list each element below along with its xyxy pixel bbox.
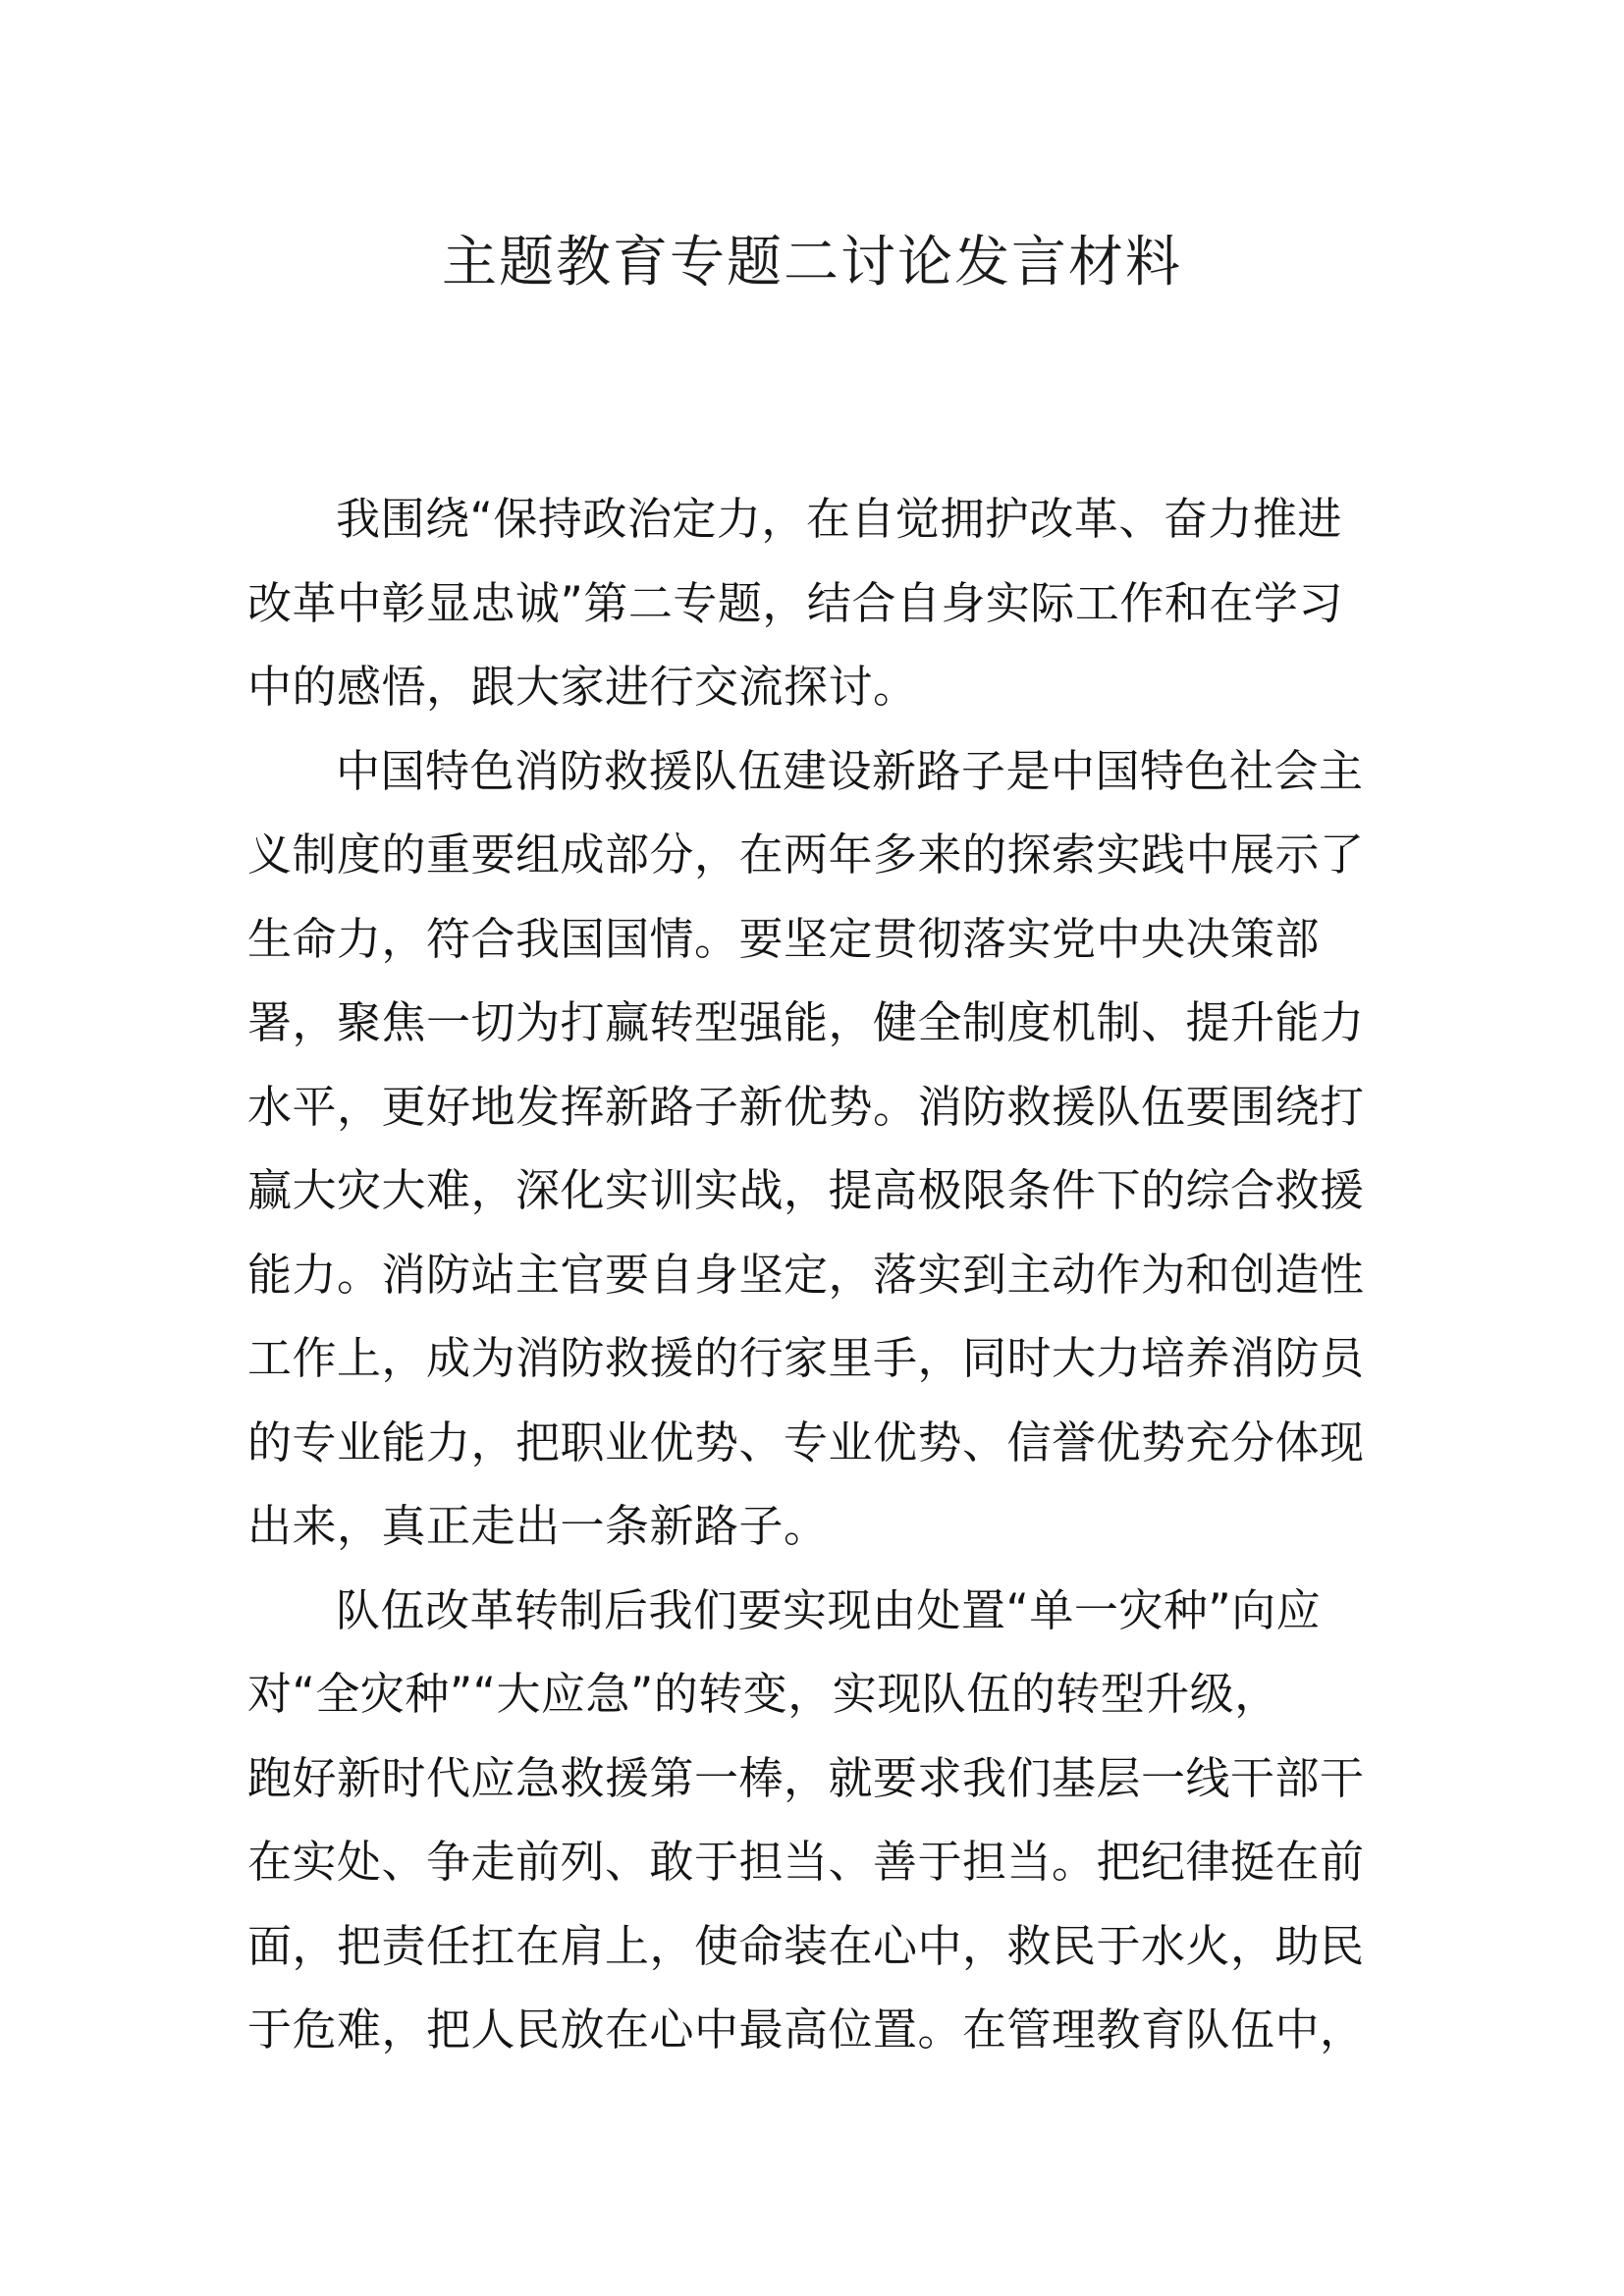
paragraph-1 xyxy=(247,477,1406,729)
text-line: 生命力，符合我国国情。要坚定贯彻落实党中央决策部 xyxy=(247,912,1321,965)
text-line: 面，把责任扛在肩上，使命装在心中，救民于水火，助民 xyxy=(247,1919,1365,1972)
text-line: 于危难，把人民放在心中最高位置。在管理教育队伍中， xyxy=(247,2003,1365,2056)
text-line: 对“全灾种”“大应急”的转变，实现队伍的转型升级， xyxy=(247,1668,1279,1720)
document-title: 主题教育专题二讨论发言材料 xyxy=(442,231,1182,294)
text-line: 我围绕“保持政治定力，在自觉拥护改革、奋力推进 xyxy=(336,493,1342,545)
text-line: 的专业能力，把职业优势、专业优势、信誉优势充分体现 xyxy=(247,1415,1365,1468)
text-line: 中国特色消防救援队伍建设新路子是中国特色社会主 xyxy=(336,744,1364,797)
text-line: 义制度的重要组成部分，在两年多来的探索实践中展示了 xyxy=(247,828,1365,881)
paragraph-3 xyxy=(247,1569,1406,2072)
text-line: 出来，真正走出一条新路子。 xyxy=(247,1500,829,1552)
text-line: 改革中彰显忠诚”第二专题，结合自身实际工作和在学习 xyxy=(247,576,1343,629)
document-body xyxy=(247,477,1406,2072)
paragraph-2 xyxy=(247,729,1406,1569)
text-line: 赢大灾大难，深化实训实战，提高极限条件下的综合救援 xyxy=(247,1164,1365,1216)
text-line: 署，聚焦一切为打赢转型强能，健全制度机制、提升能力 xyxy=(247,996,1365,1048)
text-line: 在实处、争走前列、敢于担当、善于担当。把纪律挺在前 xyxy=(247,1836,1365,1888)
text-line: 水平，更好地发挥新路子新优势。消防救援队伍要围绕打 xyxy=(247,1080,1365,1133)
text-line: 能力。消防站主官要自身坚定，落实到主动作为和创造性 xyxy=(247,1248,1365,1301)
text-line: 工作上，成为消防救援的行家里手，同时大力培养消防员 xyxy=(247,1332,1365,1384)
text-line: 跑好新时代应急救援第一棒，就要求我们基层一线干部干 xyxy=(247,1751,1365,1804)
text-line: 中的感悟，跟大家进行交流探讨。 xyxy=(247,661,918,713)
text-line: 队伍改革转制后我们要实现由处置“单一灾种”向应 xyxy=(336,1583,1322,1636)
